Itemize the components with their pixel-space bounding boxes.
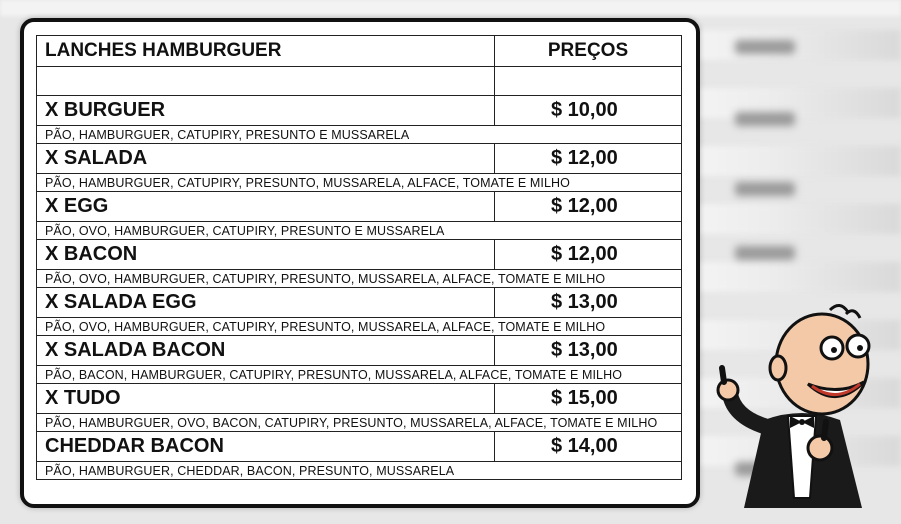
menu-item-name: X SALADA EGG [37,288,495,318]
menu-item-description: PÃO, OVO, HAMBURGUER, CATUPIRY, PRESUNTO, MUSSARELA, ALFACE, TOMATE E MILHO [37,318,682,336]
menu-item-price: $ 14,00 [495,432,682,462]
menu-item-name: X EGG [37,192,495,222]
menu-item-description-row [37,126,682,144]
header-price-label: PREÇOS [495,36,682,67]
menu-item-description: PÃO, HAMBURGUER, CHEDDAR, BACON, PRESUNTO, MUSSARELA [37,462,682,480]
menu-item-name: X BACON [37,240,495,270]
menu-item-name: CHEDDAR BACON [37,432,495,462]
menu-item-row [37,336,682,366]
menu-item-description: PÃO, HAMBURGUER, OVO, BACON, CATUPIRY, PRESUNTO, MUSSARELA, ALFACE, TOMATE E MILHO [37,414,682,432]
blank-row [37,67,682,96]
menu-item-description-row [37,414,682,432]
menu-item-price: $ 13,00 [495,336,682,366]
menu-item-description-row [37,174,682,192]
menu-item-row [37,288,682,318]
menu-item-row [37,192,682,222]
menu-item-name: X TUDO [37,384,495,414]
menu-item-price: $ 10,00 [495,96,682,126]
menu-item-name: X BURGUER [37,96,495,126]
menu-item-description: PÃO, HAMBURGUER, CATUPIRY, PRESUNTO E MUSSARELA [37,126,682,144]
menu-item-row [37,144,682,174]
menu-item-row [37,432,682,462]
menu-item-description-row [37,318,682,336]
menu-item-description: PÃO, BACON, HAMBURGUER, CATUPIRY, PRESUNTO, MUSSARELA, ALFACE, TOMATE E MILHO [37,366,682,384]
menu-item-row [37,384,682,414]
menu-item-description-row [37,366,682,384]
menu-table [36,35,682,480]
menu-item-price: $ 12,00 [495,144,682,174]
menu-item-row [37,240,682,270]
waiter-thumbs-up-icon [712,298,892,508]
menu-item-price: $ 15,00 [495,384,682,414]
menu-item-description-row [37,222,682,240]
menu-item-name: X SALADA BACON [37,336,495,366]
menu-item-name: X SALADA [37,144,495,174]
menu-item-description-row [37,270,682,288]
menu-item-description: PÃO, OVO, HAMBURGUER, CATUPIRY, PRESUNTO, MUSSARELA, ALFACE, TOMATE E MILHO [37,270,682,288]
menu-item-price: $ 12,00 [495,192,682,222]
menu-item-price: $ 12,00 [495,240,682,270]
menu-item-description: PÃO, HAMBURGUER, CATUPIRY, PRESUNTO, MUSSARELA, ALFACE, TOMATE E MILHO [37,174,682,192]
menu-item-price: $ 13,00 [495,288,682,318]
menu-item-description: PÃO, OVO, HAMBURGUER, CATUPIRY, PRESUNTO E MUSSARELA [37,222,682,240]
table-header-row [37,36,682,67]
header-item-label: LANCHES HAMBURGUER [37,36,495,67]
menu-item-row [37,96,682,126]
menu-item-description-row [37,462,682,480]
